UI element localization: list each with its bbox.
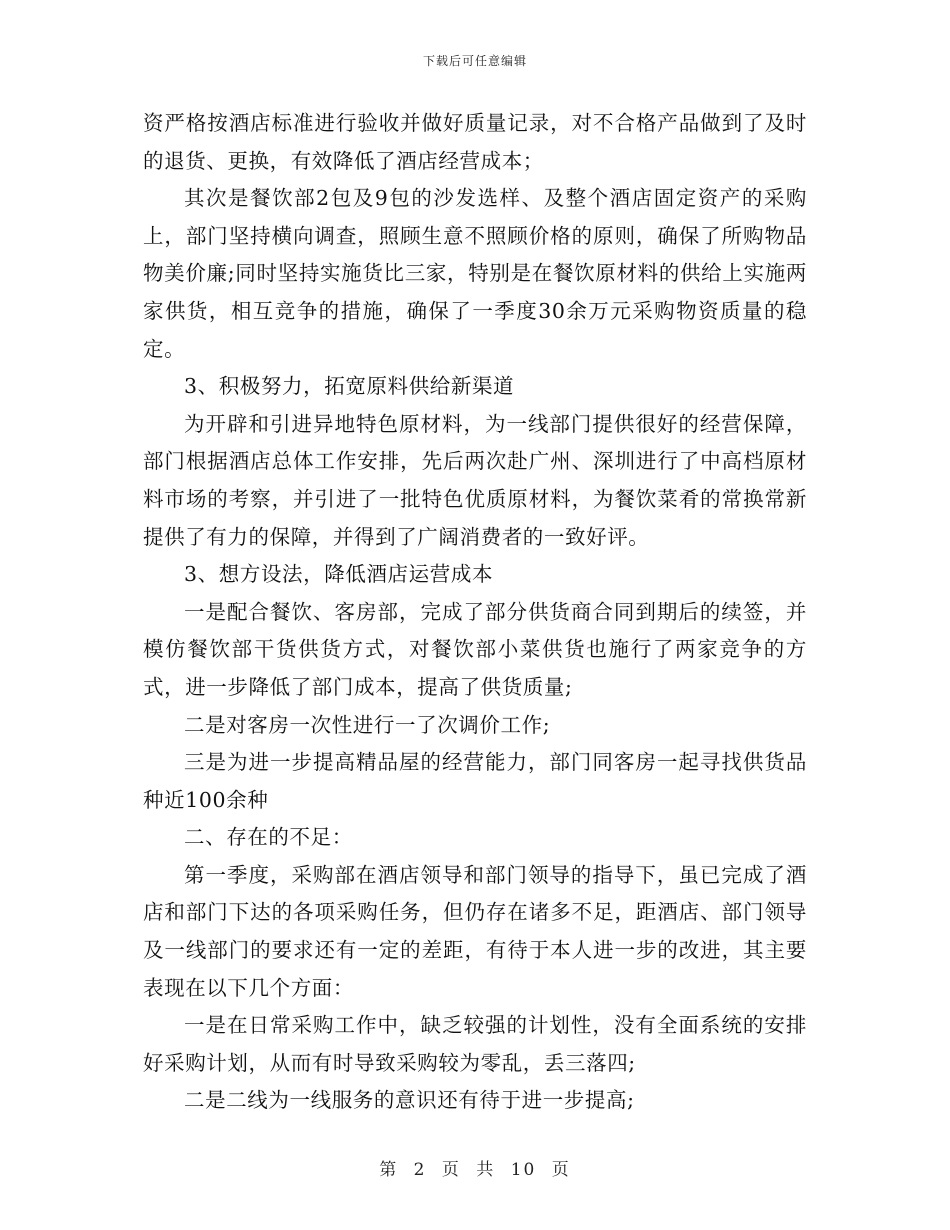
section-heading: 3、想方设法，降低酒店运营成本 [184,562,494,587]
paragraph: 资严格按酒店标准进行验收并做好质量记录，对不合格产品做到了及时的退货、更换，有效降低了酒店经营成本； [143,111,807,173]
paragraph: 三是为进一步提高精品屋的经营能力，部门同客房一起寻找供货品种近100余种 [143,750,807,812]
paragraph: 为开辟和引进异地特色原材料，为一线部门提供很好的经营保障，部门根据酒店总体工作安排，先后两次赴广州、深圳进行了中高档原材料市场的考察，并引进了一批特色优质原材料，为餐饮菜肴的常换常新提供了有力的保障，并得到了广阔消费者的一致好评。 [143,411,807,549]
paragraph: 二是对客房一次性进行一了次调价工作; [184,712,551,737]
document-body [143,105,807,1120]
paragraph: 一是配合餐饮、客房部，完成了部分供货商合同到期后的续签，并模仿餐饮部干货供货方式，对餐饮部小菜供货也施行了两家竞争的方式，进一步降低了部门成本，提高了供货质量; [143,599,807,699]
section-heading: 二、存在的不足： [184,825,353,850]
paragraph: 二是二线为一线服务的意识还有待于进一步提高; [184,1088,635,1113]
page-header: 下载后可任意编辑 [422,54,527,68]
page-number-footer: 第 2 页 共 10 页 [379,1160,571,1180]
paragraph: 其次是餐饮部2包及9包的沙发选样、及整个酒店固定资产的采购上，部门坚持横向调查，照顾生意不照顾价格的原则，确保了所购物品物美价廉;同时坚持实施货比三家，特别是在餐饮原材料的供给上实施两家供货，相互竞争的措施，确保了一季度30余万元采购物资质量的稳定。 [143,186,807,361]
section-heading: 3、积极努力，拓宽原料供给新渠道 [184,374,515,399]
paragraph: 一是在日常采购工作中，缺乏较强的计划性，没有全面系统的安排好采购计划，从而有时导致采购较为零乱，丢三落四; [143,1013,807,1075]
paragraph: 第一季度，采购部在酒店领导和部门领导的指导下，虽已完成了酒店和部门下达的各项采购任务，但仍存在诸多不足，距酒店、部门领导及一线部门的要求还有一定的差距，有待于本人进一步的改进，其主要表现在以下几个方面： [143,862,807,1000]
